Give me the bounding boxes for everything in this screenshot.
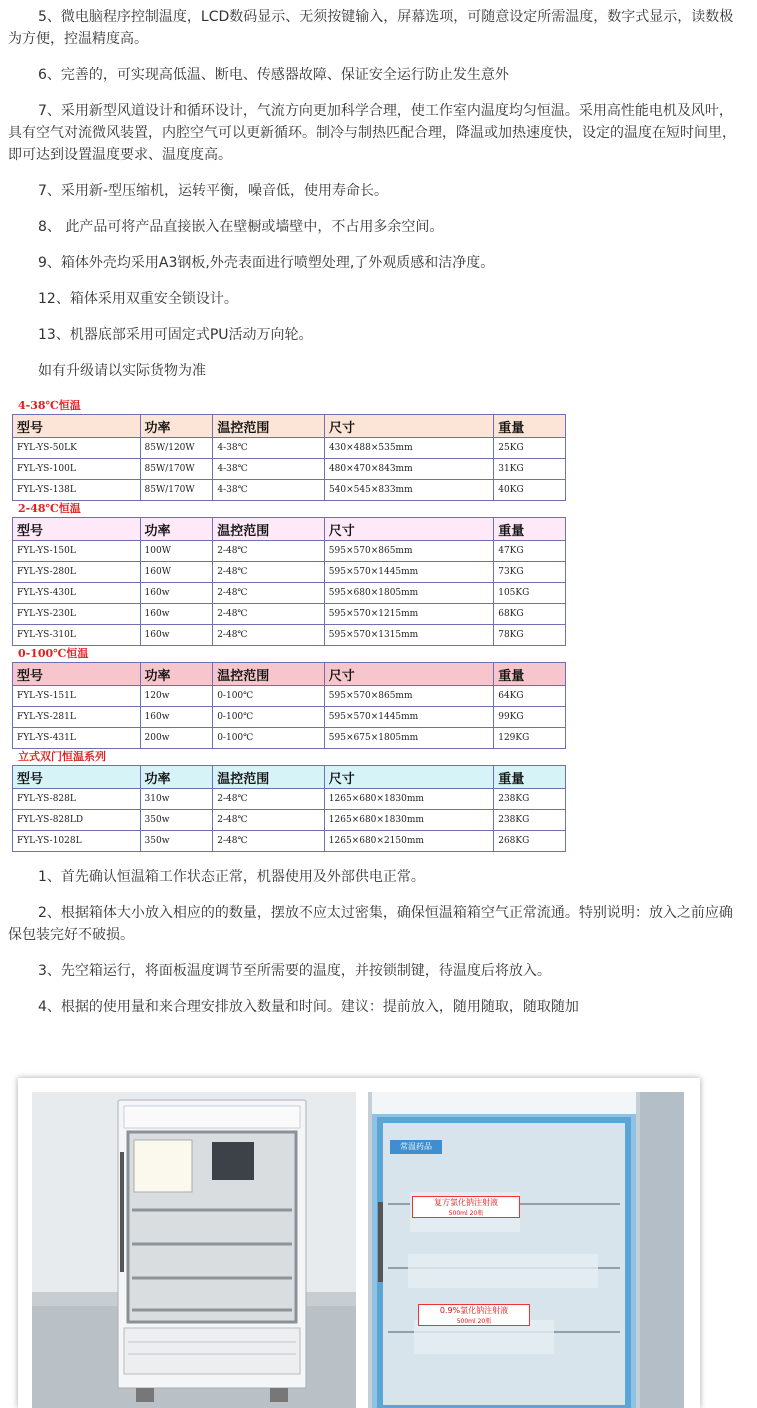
paragraph: 7、采用新-型压缩机，运转平衡，噪音低，使用寿命长。	[38, 183, 388, 199]
table-cell: 0-100℃	[213, 728, 325, 749]
spec-table	[12, 414, 566, 501]
table-cell: FYL-YS-50LK	[13, 438, 141, 459]
table-cell: 160W	[140, 562, 213, 583]
table-cell: 430×488×535mm	[324, 438, 493, 459]
table-cell: 595×570×865mm	[324, 541, 493, 562]
section-title: 4-38℃恒温	[18, 399, 81, 412]
spec-tables	[0, 398, 757, 852]
table-cell: 4-38℃	[213, 480, 325, 501]
table-cell: 25KG	[494, 438, 566, 459]
column-header: 功率	[140, 518, 213, 541]
table-cell: FYL-YS-431L	[13, 728, 141, 749]
table-cell: 47KG	[494, 541, 566, 562]
paragraph: 1、首先确认恒温箱工作状态正常，机器使用及外部供电正常。	[38, 869, 425, 885]
column-header: 型号	[13, 766, 141, 789]
paragraph: 3、先空箱运行，将面板温度调节至所需要的温度，并按锁制键，待温度后将放入。	[38, 963, 551, 979]
table-cell: 595×680×1805mm	[324, 583, 493, 604]
right-banner-label: 常温药品	[400, 1142, 432, 1151]
table-row	[13, 480, 566, 501]
table-cell: FYL-YS-281L	[13, 707, 141, 728]
table-row	[13, 728, 566, 749]
table-cell: FYL-YS-430L	[13, 583, 141, 604]
table-cell: 4-38℃	[213, 438, 325, 459]
table-cell: FYL-YS-150L	[13, 541, 141, 562]
table-cell: 350w	[140, 810, 213, 831]
table-cell: 64KG	[494, 686, 566, 707]
table-cell: 2-48℃	[213, 541, 325, 562]
table-cell: FYL-YS-151L	[13, 686, 141, 707]
column-header: 重量	[494, 518, 566, 541]
column-header: 温控范围	[213, 663, 325, 686]
table-cell: 78KG	[494, 625, 566, 646]
table-row	[13, 541, 566, 562]
usage-instructions	[0, 866, 757, 1018]
column-header: 温控范围	[213, 766, 325, 789]
table-cell: FYL-YS-138L	[13, 480, 141, 501]
table-cell: 105KG	[494, 583, 566, 604]
table-cell: 2-48℃	[213, 562, 325, 583]
right-label-top-title: 复方氯化钠注射液	[434, 1198, 498, 1207]
column-header: 功率	[140, 663, 213, 686]
right-label-bottom-sub: 500ml 20瓶	[456, 1318, 492, 1325]
paragraph: 7、采用新型风道设计和循环设计，气流方向更加科学合理，使工作室内温度均匀恒温。采用高性能电机及风叶，具有空气对流微风装置，内腔空气可以更新循环。制冷与制热匹配合理，降温或加热速度快，设定的温度在短时间里，即可达到设置温度要求、温度度高。	[8, 103, 736, 163]
column-header: 尺寸	[324, 518, 493, 541]
column-header: 重量	[494, 663, 566, 686]
right-label-top-sub: 500ml 20瓶	[448, 1210, 484, 1217]
table-cell: FYL-YS-828LD	[13, 810, 141, 831]
table-cell: 40KG	[494, 480, 566, 501]
section-title: 2-48℃恒温	[18, 502, 81, 515]
table-row	[13, 831, 566, 852]
table-cell: FYL-YS-100L	[13, 459, 141, 480]
right-label-top	[412, 1196, 520, 1218]
table-header-row	[13, 766, 566, 789]
table-cell: 2-48℃	[213, 583, 325, 604]
paragraph: 8、 此产品可将产品直接嵌入在壁橱或墙壁中，不占用多余空间。	[38, 219, 444, 235]
table-cell: 200w	[140, 728, 213, 749]
table-row	[13, 562, 566, 583]
table-cell: FYL-YS-310L	[13, 625, 141, 646]
right-label-bottom	[418, 1304, 530, 1326]
table-cell: 160w	[140, 707, 213, 728]
table-cell: 31KG	[494, 459, 566, 480]
paragraph: 12、箱体采用双重安全锁设计。	[38, 291, 238, 307]
table-cell: 1265×680×1830mm	[324, 789, 493, 810]
table-cell: 85W/120W	[140, 438, 213, 459]
spec-table	[12, 765, 566, 852]
incubator-photo-left	[32, 1092, 356, 1408]
table-cell: 100W	[140, 541, 213, 562]
paragraph: 如有升级请以实际货物为准	[38, 363, 206, 379]
spec-table	[12, 517, 566, 646]
column-header: 重量	[494, 415, 566, 438]
paragraph: 9、箱体外壳均采用A3钢板,外壳表面进行喷塑处理,了外观质感和洁净度。	[38, 255, 495, 271]
table-cell: 2-48℃	[213, 625, 325, 646]
column-header: 型号	[13, 415, 141, 438]
column-header: 功率	[140, 766, 213, 789]
feature-list	[0, 6, 757, 382]
column-header: 尺寸	[324, 663, 493, 686]
column-header: 温控范围	[213, 415, 325, 438]
table-row	[13, 604, 566, 625]
table-cell: 595×675×1805mm	[324, 728, 493, 749]
table-row	[13, 438, 566, 459]
table-cell: 238KG	[494, 789, 566, 810]
table-cell: 129KG	[494, 728, 566, 749]
table-row	[13, 583, 566, 604]
table-cell: 238KG	[494, 810, 566, 831]
table-header-row	[13, 518, 566, 541]
table-row	[13, 789, 566, 810]
table-cell: 540×545×833mm	[324, 480, 493, 501]
table-cell: 595×570×865mm	[324, 686, 493, 707]
table-cell: 595×570×1445mm	[324, 562, 493, 583]
paragraph: 4、根据的使用量和来合理安排放入数量和时间。建议：提前放入，随用随取，随取随加	[38, 999, 579, 1015]
column-header: 温控范围	[213, 518, 325, 541]
table-cell: 595×570×1215mm	[324, 604, 493, 625]
table-cell: 310w	[140, 789, 213, 810]
table-header-row	[13, 663, 566, 686]
column-header: 重量	[494, 766, 566, 789]
table-cell: 160w	[140, 583, 213, 604]
table-header-row	[13, 415, 566, 438]
table-row	[13, 810, 566, 831]
table-cell: 85W/170W	[140, 459, 213, 480]
table-cell: 1265×680×2150mm	[324, 831, 493, 852]
table-cell: 73KG	[494, 562, 566, 583]
table-cell: 160w	[140, 625, 213, 646]
column-header: 型号	[13, 663, 141, 686]
table-cell: 480×470×843mm	[324, 459, 493, 480]
table-cell: 1265×680×1830mm	[324, 810, 493, 831]
table-cell: 85W/170W	[140, 480, 213, 501]
table-cell: 160w	[140, 604, 213, 625]
table-cell: 595×570×1315mm	[324, 625, 493, 646]
table-cell: FYL-YS-1028L	[13, 831, 141, 852]
table-cell: 4-38℃	[213, 459, 325, 480]
column-header: 尺寸	[324, 766, 493, 789]
section-title: 0-100℃恒温	[18, 647, 89, 660]
right-label-bottom-title: 0.9%氯化钠注射液	[439, 1306, 509, 1315]
table-row	[13, 625, 566, 646]
column-header: 功率	[140, 415, 213, 438]
paragraph: 6、完善的，可实现高低温、断电、传感器故障、保证安全运行防止发生意外	[38, 67, 509, 83]
table-cell: 2-48℃	[213, 604, 325, 625]
table-cell: 0-100℃	[213, 707, 325, 728]
table-cell: 120w	[140, 686, 213, 707]
table-cell: FYL-YS-828L	[13, 789, 141, 810]
column-header: 型号	[13, 518, 141, 541]
table-cell: FYL-YS-230L	[13, 604, 141, 625]
table-row	[13, 459, 566, 480]
incubator-photo-right	[368, 1092, 684, 1408]
table-cell: 595×570×1445mm	[324, 707, 493, 728]
section-title: 立式双门恒温系列	[18, 750, 106, 763]
table-cell: 2-48℃	[213, 789, 325, 810]
table-cell: 68KG	[494, 604, 566, 625]
table-row	[13, 707, 566, 728]
column-header: 尺寸	[324, 415, 493, 438]
paragraph: 13、机器底部采用可固定式PU活动万向轮。	[38, 327, 313, 343]
table-cell: 350w	[140, 831, 213, 852]
table-cell: 99KG	[494, 707, 566, 728]
paragraph: 2、根据箱体大小放入相应的的数量，摆放不应太过密集，确保恒温箱箱空气正常流通。特别说明：放入之前应确保包装完好不破损。	[8, 905, 733, 943]
paragraph: 5、微电脑程序控制温度，LCD数码显示、无须按键输入，屏幕选项，可随意设定所需温度，数字式显示，读数极为方便，控温精度高。	[8, 9, 734, 47]
table-cell: 0-100℃	[213, 686, 325, 707]
table-row	[13, 686, 566, 707]
table-cell: FYL-YS-280L	[13, 562, 141, 583]
table-cell: 2-48℃	[213, 810, 325, 831]
table-cell: 2-48℃	[213, 831, 325, 852]
product-photos	[18, 1078, 700, 1408]
table-cell: 268KG	[494, 831, 566, 852]
spec-table	[12, 662, 566, 749]
